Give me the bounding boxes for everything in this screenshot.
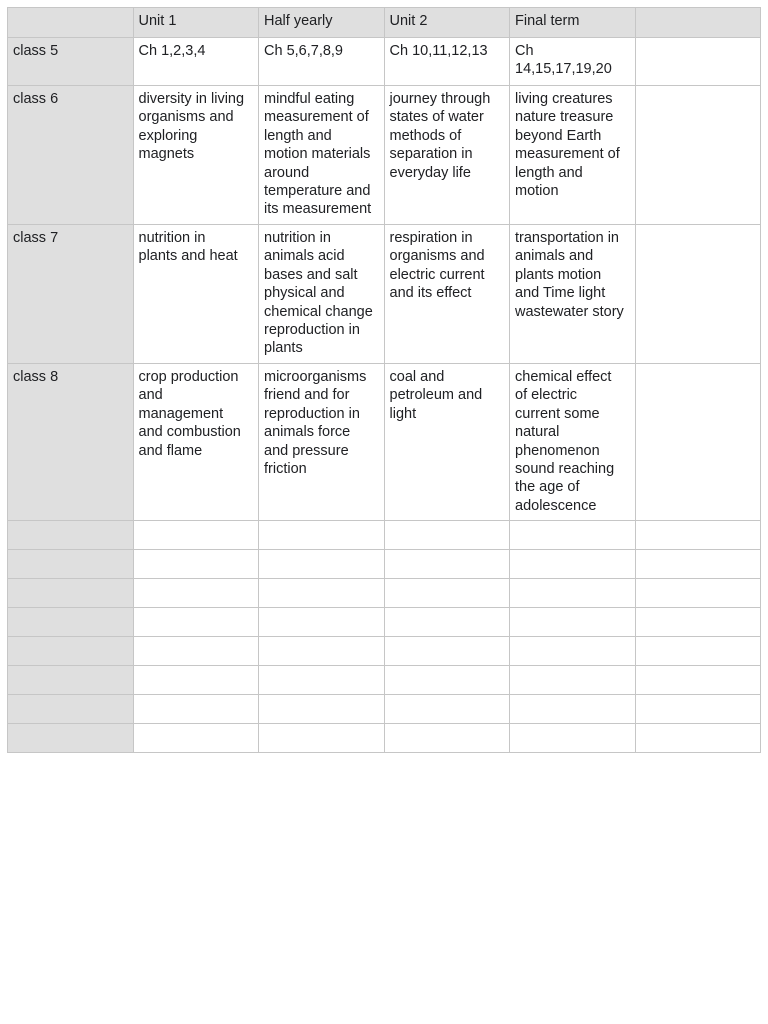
table-row	[8, 724, 761, 753]
table-cell[interactable]	[635, 724, 761, 753]
table-row	[8, 86, 761, 225]
row-label-cell[interactable]	[8, 579, 134, 608]
table-cell[interactable]	[510, 695, 636, 724]
table-cell[interactable]	[384, 695, 510, 724]
table-cell[interactable]: Ch 5,6,7,8,9	[259, 38, 385, 86]
row-label-cell[interactable]	[8, 550, 134, 579]
table-cell[interactable]	[635, 521, 761, 550]
table-cell[interactable]	[635, 364, 761, 521]
table-cell[interactable]: crop production and management and combustion and flame	[133, 364, 259, 521]
header-cell-unit-1[interactable]: Unit 1	[133, 8, 259, 38]
table-cell[interactable]	[133, 608, 259, 637]
table-cell[interactable]	[384, 608, 510, 637]
table-cell[interactable]: journey through states of water methods of separation in everyday life	[384, 86, 510, 225]
row-label-cell[interactable]	[8, 608, 134, 637]
table-cell[interactable]	[635, 608, 761, 637]
table-cell[interactable]	[510, 521, 636, 550]
row-label-cell[interactable]: class 6	[8, 86, 134, 225]
table-cell[interactable]	[510, 724, 636, 753]
table-cell[interactable]	[635, 225, 761, 364]
table-cell[interactable]: living creatures nature treasure beyond Earth measurement of length and motion	[510, 86, 636, 225]
header-cell-corner[interactable]	[8, 8, 134, 38]
table-cell[interactable]	[259, 724, 385, 753]
table-cell[interactable]	[384, 666, 510, 695]
table-cell[interactable]	[510, 608, 636, 637]
table-cell[interactable]	[259, 521, 385, 550]
table-row	[8, 666, 761, 695]
table-row	[8, 38, 761, 86]
table-row	[8, 637, 761, 666]
table-cell[interactable]	[259, 608, 385, 637]
row-label-cell[interactable]: class 7	[8, 225, 134, 364]
table-cell[interactable]	[133, 579, 259, 608]
table-row	[8, 608, 761, 637]
table-cell[interactable]: coal and petroleum and light	[384, 364, 510, 521]
row-label-cell[interactable]	[8, 724, 134, 753]
table-cell[interactable]	[133, 666, 259, 695]
table-cell[interactable]	[133, 637, 259, 666]
table-cell[interactable]	[384, 579, 510, 608]
table-row	[8, 695, 761, 724]
table-cell[interactable]: Ch 10,11,12,13	[384, 38, 510, 86]
table-cell[interactable]: respiration in organisms and electric current and its effect	[384, 225, 510, 364]
table-cell[interactable]	[384, 637, 510, 666]
table-cell[interactable]: Ch 1,2,3,4	[133, 38, 259, 86]
header-cell-final-term[interactable]: Final term	[510, 8, 636, 38]
table-cell[interactable]: diversity in living organisms and exploring magnets	[133, 86, 259, 225]
table-cell[interactable]: chemical effect of electric current some natural phenomenon sound reaching the age of adolescence	[510, 364, 636, 521]
table-cell[interactable]	[510, 579, 636, 608]
table-cell[interactable]	[635, 86, 761, 225]
table-cell[interactable]: transportation in animals and plants motion and Time light wastewater story	[510, 225, 636, 364]
table-cell[interactable]	[259, 637, 385, 666]
row-label-cell[interactable]	[8, 637, 134, 666]
row-label-cell[interactable]: class 5	[8, 38, 134, 86]
row-label-cell[interactable]	[8, 695, 134, 724]
table-cell[interactable]	[133, 550, 259, 579]
table-cell[interactable]	[635, 666, 761, 695]
header-row	[8, 8, 761, 38]
table-cell[interactable]: mindful eating measurement of length and motion materials around temperature and its measurement	[259, 86, 385, 225]
row-label-cell[interactable]: class 8	[8, 364, 134, 521]
table-row	[8, 579, 761, 608]
table-cell[interactable]: Ch 14,15,17,19,20	[510, 38, 636, 86]
table-row	[8, 550, 761, 579]
table-cell[interactable]	[259, 579, 385, 608]
table-cell[interactable]	[133, 724, 259, 753]
table-cell[interactable]	[635, 550, 761, 579]
table-row	[8, 225, 761, 364]
table-cell[interactable]: nutrition in plants and heat	[133, 225, 259, 364]
header-cell-unit-2[interactable]: Unit 2	[384, 8, 510, 38]
table-cell[interactable]	[259, 695, 385, 724]
spreadsheet-table	[7, 7, 761, 753]
table-cell[interactable]	[510, 666, 636, 695]
table-cell[interactable]	[635, 637, 761, 666]
table-cell[interactable]	[259, 666, 385, 695]
table-cell[interactable]	[635, 38, 761, 86]
header-cell-half-yearly[interactable]: Half yearly	[259, 8, 385, 38]
table-cell[interactable]	[384, 724, 510, 753]
table-cell[interactable]: microorganisms friend and for reproduction in animals force and pressure friction	[259, 364, 385, 521]
table-cell[interactable]	[510, 550, 636, 579]
header-cell-empty[interactable]	[635, 8, 761, 38]
table-cell[interactable]	[133, 521, 259, 550]
table-cell[interactable]: nutrition in animals acid bases and salt physical and chemical change reproduction in plants	[259, 225, 385, 364]
table-cell[interactable]	[259, 550, 385, 579]
table-row	[8, 364, 761, 521]
table-cell[interactable]	[384, 550, 510, 579]
row-label-cell[interactable]	[8, 521, 134, 550]
table-cell[interactable]	[635, 579, 761, 608]
table-cell[interactable]	[384, 521, 510, 550]
row-label-cell[interactable]	[8, 666, 134, 695]
table-row	[8, 521, 761, 550]
table-cell[interactable]	[133, 695, 259, 724]
table-cell[interactable]	[510, 637, 636, 666]
table-cell[interactable]	[635, 695, 761, 724]
